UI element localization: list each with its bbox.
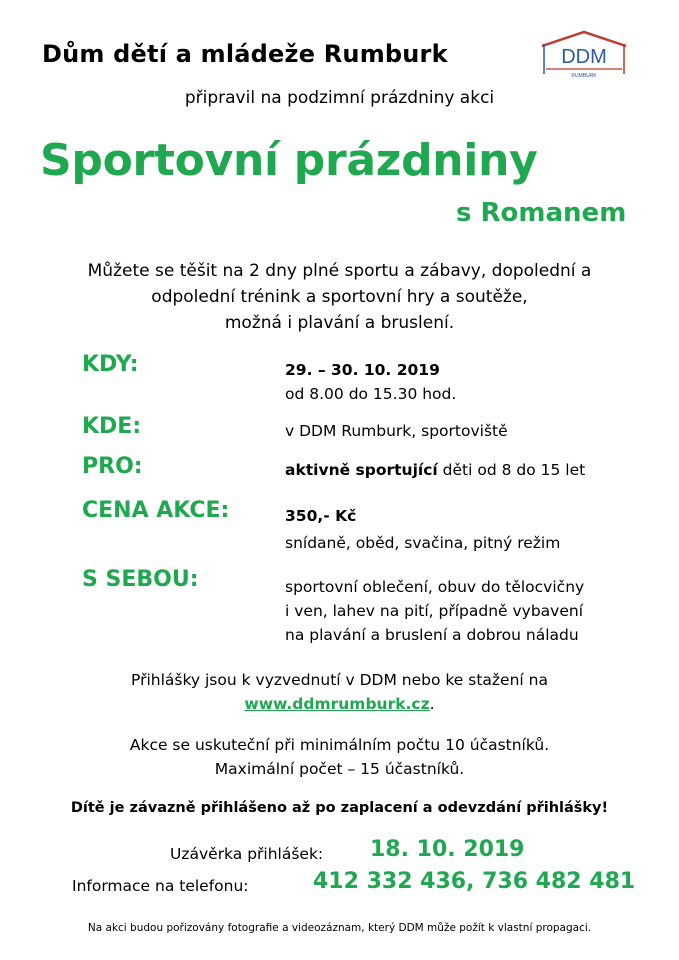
for-label: PRO: — [82, 454, 143, 479]
when-label: KDY: — [82, 352, 139, 377]
deadline-label: Uzávěrka přihlášek: — [170, 845, 324, 863]
binding-note: Dítě je závazně přihlášeno až po zaplacení a odevzdání přihlášky! — [70, 800, 609, 816]
participants-line: Maximální počet – 15 účastníků. — [214, 760, 465, 778]
phone-label: Informace na telefonu: — [72, 877, 249, 895]
bring-line: i ven, lahev na pití, případně vybavení — [285, 602, 584, 620]
bring-line: sportovní oblečení, obuv do tělocvičny — [285, 578, 585, 596]
organization-title: Dům dětí a mládeže Rumburk — [42, 40, 448, 68]
event-time: od 8.00 do 15.30 hod. — [285, 385, 457, 403]
website-link[interactable]: www.ddmrumburk.cz — [244, 695, 430, 713]
logo-subtext: RUMBURK — [571, 73, 597, 79]
registration-line: Přihlášky jsou k vyzvednutí v DDM nebo ke stažení na — [131, 671, 548, 689]
participants-info — [0, 733, 679, 781]
price-label: CENA AKCE: — [82, 498, 230, 523]
when-value — [285, 359, 456, 405]
for-value-bold: aktivně sportující — [285, 461, 438, 479]
for-value — [285, 459, 585, 481]
where-value: v DDM Rumburk, sportoviště — [285, 422, 508, 440]
intro-text — [0, 258, 679, 336]
where-label: KDE: — [82, 414, 142, 439]
price-amount: 350,- Kč — [285, 507, 357, 525]
event-date: 29. – 30. 10. 2019 — [285, 361, 440, 379]
intro-line: možná i plavání a bruslení. — [224, 313, 455, 333]
bring-value — [285, 575, 584, 647]
logo-roof-icon — [542, 32, 626, 46]
bring-label: S SEBOU: — [82, 567, 199, 592]
for-value-rest: děti od 8 do 15 let — [437, 461, 586, 479]
ddm-logo — [538, 30, 630, 80]
phone-value: 412 332 436, 736 482 481 — [313, 869, 636, 894]
subtitle: připravil na podzimní prázdniny akci — [184, 88, 495, 108]
event-host: s Romanem — [456, 198, 627, 228]
intro-line: odpolední trénink a sportovní hry a soutěže, — [151, 287, 528, 307]
logo-text: DDM — [561, 46, 607, 68]
registration-info — [0, 668, 679, 716]
bring-line: na plavání a bruslení a dobrou náladu — [285, 626, 579, 644]
footnote: Na akci budou pořizovány fotografie a videozáznam, který DDM může požít k vlastní propagaci. — [87, 922, 592, 934]
price-includes: snídaně, oběd, svačina, pitný režim — [285, 534, 561, 552]
intro-line: Můžete se těšit na 2 dny plné sportu a zábavy, dopolední a — [87, 261, 592, 281]
deadline-value: 18. 10. 2019 — [370, 837, 525, 862]
link-suffix: . — [429, 695, 435, 713]
price-value — [285, 505, 560, 554]
event-title: Sportovní prázdniny — [40, 135, 538, 186]
participants-line: Akce se uskuteční při minimálním počtu 10 účastníků. — [129, 736, 550, 754]
